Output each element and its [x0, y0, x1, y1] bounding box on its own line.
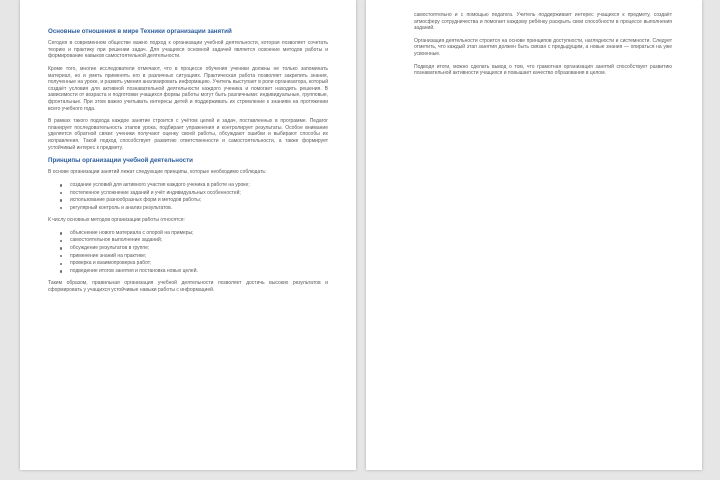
- list-item: постепенное усложнение заданий и учёт индивидуальных особенностей;: [48, 190, 328, 197]
- list-item: проверка и взаимопроверка работ;: [48, 260, 328, 267]
- paragraph: К числу основных методов организации работы относятся:: [48, 217, 185, 224]
- bullet-list: [48, 182, 328, 211]
- paragraph: Кроме того, многие исследователи отмечают, что в процессе обучения ученики должны не только запоминать материал, но и уметь применять его в различных ситуациях. Практическая работа позволяет закрепить знания, полученные на уроке, и развить умения анализировать информацию. Учитель выступает в роли организатора, который создаёт условия для активной познавательной деятельности каждого ученика и помогает находить решения. В зависимости от возраста и подготовки учащихся формы работы могут быть различными: индивидуальные, групповые, фронтальные. При этом важно учитывать интересы детей и поддерживать их стремление к знаниям на протяжении всего учебного года.: [48, 65, 328, 112]
- paragraph: В основе организации занятий лежат следующие принципы, которые необходимо соблюдать:: [48, 169, 267, 176]
- paragraph: Организация деятельности строится на основе принципов доступности, наглядности и системности. Следует отметить, что каждый этап занятия должен быть связан с предыдущим, а новые знания — опираться на уже усвоенные.: [414, 37, 672, 57]
- paragraph: Таким образом, правильная организация учебной деятельности позволяет достичь высоких результатов и сформировать у учащихся устойчивые навыки работы с информацией.: [48, 280, 328, 294]
- document-page-right: [366, 0, 702, 470]
- section-heading: Основные отношения в мире Техники организации занятий: [48, 28, 232, 35]
- list-item: обсуждение результатов в группе;: [48, 245, 328, 252]
- list-item: самостоятельное выполнение заданий;: [48, 237, 328, 244]
- paragraph: Сегодня в современном обществе важно подход к организации учебной деятельности, которая позволяет сочетать теорию и практику при решении задач. Для учащихся основной задачей является освоение методов работы и формирование навыков самостоятельной деятельности.: [48, 40, 328, 60]
- list-item: создание условий для активного участия каждого ученика в работе на уроке;: [48, 182, 328, 189]
- list-item: регулярный контроль и анализ результатов.: [48, 205, 328, 212]
- page-content: [48, 28, 328, 300]
- list-item: использование разнообразных форм и методов работы;: [48, 197, 328, 204]
- list-item: объяснение нового материала с опорой на примеры;: [48, 230, 328, 237]
- document-page-left: [20, 0, 356, 470]
- bullet-list: [48, 230, 328, 275]
- paragraph: Подводя итоги, можно сделать вывод о том, что грамотная организация занятий способствует развитию познавательной активности учащихся и повышает качество образования в целом.: [414, 63, 672, 77]
- section-heading: Принципы организации учебной деятельности: [48, 157, 193, 165]
- paragraph: В рамках такого подхода каждое занятие строится с учётом целей и задач, поставленных в программе. Педагог планирует последовательность этапов урока, подбирает упражнения и контролирует результаты. Особое внимание уделяется обратной связи: ученики получают оценку своей работы, обсуждают ошибки и выбирают способы их исправления. Такой подход способствует развитию ответственности и самостоятельности, а также формирует устойчивый интерес к предмету.: [48, 118, 328, 151]
- list-item: применение знаний на практике;: [48, 253, 328, 260]
- list-item: подведение итогов занятия и постановка новых целей.: [48, 268, 328, 275]
- paragraph: самостоятельно и с помощью педагога. Учитель поддерживает интерес учащихся к предмету, создаёт атмосферу сотрудничества и помогает каждому ребёнку раскрыть свои способности в процессе выполнения заданий.: [414, 12, 672, 32]
- page-content: [414, 12, 672, 83]
